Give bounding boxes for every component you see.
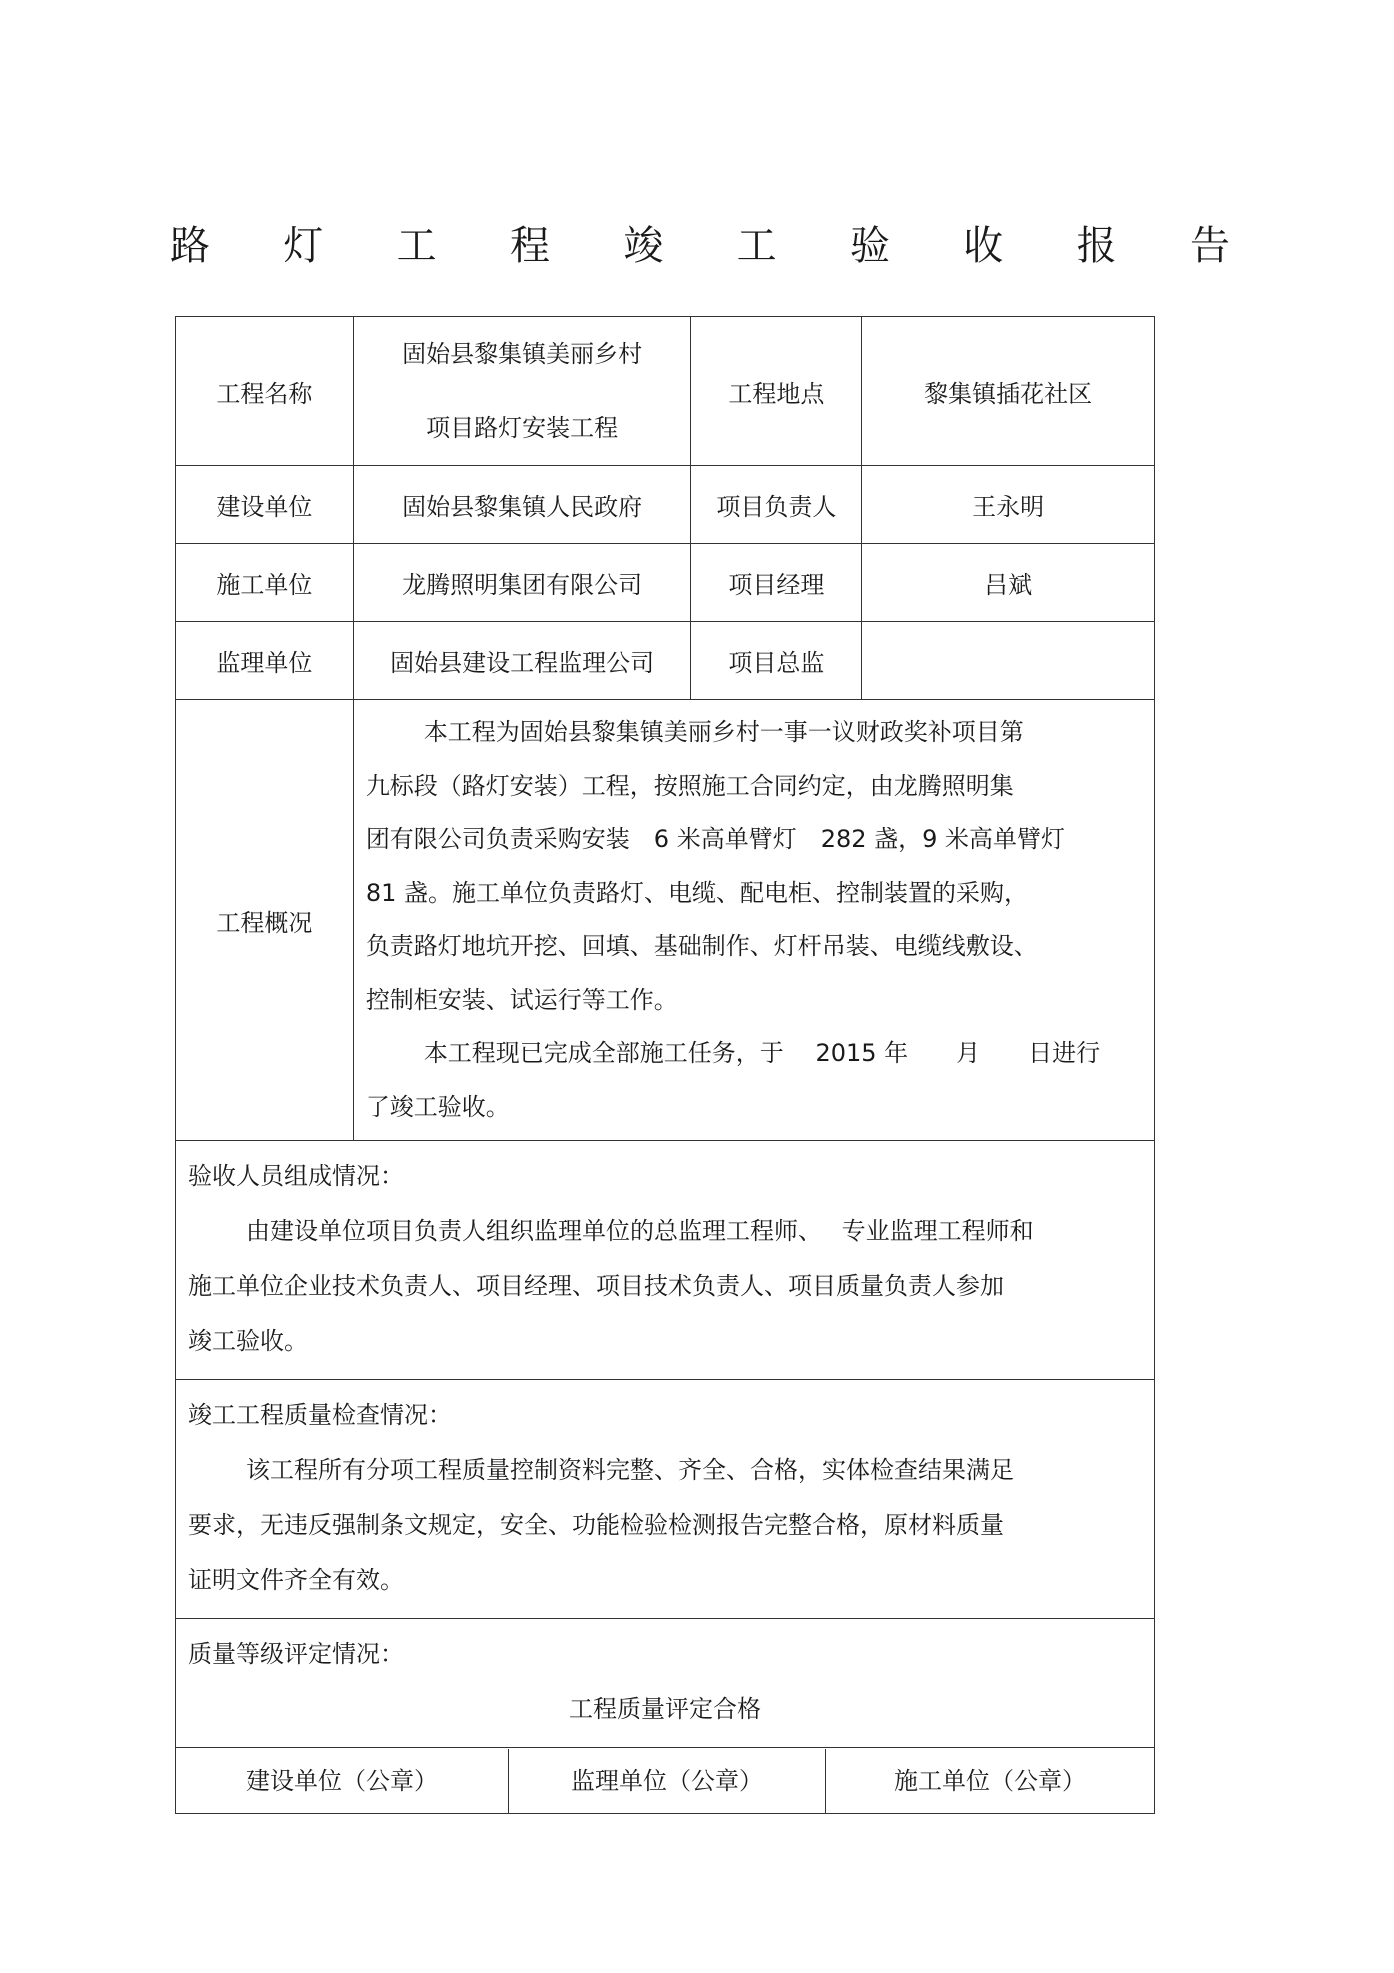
title-char: 报: [1076, 223, 1117, 269]
row-contractor: [176, 544, 1155, 622]
project-name-value: [353, 317, 691, 466]
overview-line: 控制柜安装、试运行等工作。: [365, 985, 678, 1014]
project-name-line2: 项目路灯安装工程: [426, 414, 619, 442]
quality-check-line: 要求，无违反强制条文规定，安全、功能检验检测报告完整合格，原材料质量: [188, 1511, 1004, 1539]
personnel-line: 由建设单位项目负责人组织监理单位的总监理工程师、 专业监理工程师和: [246, 1217, 1034, 1245]
overview-line: 九标段（路灯安装）工程，按照施工合同约定，由龙腾照明集: [365, 771, 1014, 800]
quality-check-section: [176, 1380, 1155, 1619]
personnel-section: [176, 1141, 1155, 1380]
row-seals: [176, 1748, 1155, 1814]
supervisor-value: 固始县建设工程监理公司: [353, 622, 691, 700]
title-char: 告: [1189, 223, 1230, 269]
quality-check-line: 该工程所有分项工程质量控制资料完整、齐全、合格，实体检查结果满足: [246, 1456, 1014, 1484]
project-name-line1: 固始县黎集镇美丽乡村: [402, 340, 643, 368]
title-char: 程: [509, 223, 550, 269]
manager-value: 吕斌: [862, 544, 1155, 622]
quality-check-line: 证明文件齐全有效。: [188, 1566, 404, 1594]
quality-check-heading: 竣工工程质量检查情况：: [188, 1401, 452, 1429]
row-supervisor: [176, 622, 1155, 700]
title-char: 灯: [283, 223, 324, 269]
overview-line: 本工程现已完成全部施工任务，于 2015 年 月 日进行: [423, 1039, 1101, 1067]
chief-supervisor-value: [862, 622, 1155, 700]
report-table: [175, 316, 1155, 1814]
overview-line: 团有限公司负责采购安装 6 米高单臂灯 282 盏，9 米高单臂灯: [365, 825, 1066, 853]
project-name-label: 工程名称: [176, 317, 354, 466]
supervisor-seal: 监理单位（公章）: [509, 1749, 826, 1813]
location-value: 黎集镇插花社区: [862, 317, 1155, 466]
row-overview: [176, 700, 1155, 1141]
builder-label: 建设单位: [176, 466, 354, 544]
personnel-heading: 验收人员组成情况：: [188, 1162, 404, 1190]
seals-section: [176, 1748, 1155, 1814]
title-char: 收: [963, 223, 1004, 269]
overview-line: 81 盏。施工单位负责路灯、电缆、配电柜、控制装置的采购，: [365, 878, 1028, 907]
personnel-line: 施工单位企业技术负责人、项目经理、项目技术负责人、项目质量负责人参加: [188, 1272, 1004, 1300]
contractor-seal: 施工单位（公章）: [894, 1766, 1086, 1795]
title-char: 竣: [623, 223, 664, 269]
grade-section: [176, 1619, 1155, 1748]
manager-label: 项目经理: [691, 544, 862, 622]
overview-line: 本工程为固始县黎集镇美丽乡村一事一议财政奖补项目第: [423, 718, 1024, 746]
grade-heading: 质量等级评定情况：: [188, 1640, 404, 1668]
contractor-value: 龙腾照明集团有限公司: [353, 544, 691, 622]
supervisor-label: 监理单位: [176, 622, 354, 700]
title-char: 验: [849, 223, 890, 269]
location-label: 工程地点: [691, 317, 862, 466]
row-personnel: [176, 1141, 1155, 1380]
pm-owner-value: 王永明: [862, 466, 1155, 544]
row-grade: [176, 1619, 1155, 1748]
builder-seal: 建设单位（公章）: [176, 1749, 509, 1813]
contractor-label: 施工单位: [176, 544, 354, 622]
grade-result: 工程质量评定合格: [569, 1695, 761, 1723]
title-char: 工: [736, 223, 777, 269]
personnel-line: 竣工验收。: [188, 1327, 308, 1355]
title-char: 路: [170, 223, 210, 269]
overview-line: 负责路灯地坑开挖、回填、基础制作、灯杆吊装、电缆线敷设、: [365, 932, 1038, 960]
overview-line: 了竣工验收。: [365, 1092, 510, 1121]
row-builder: [176, 466, 1155, 544]
row-project-name: [176, 317, 1155, 466]
row-quality-check: [176, 1380, 1155, 1619]
chief-supervisor-label: 项目总监: [691, 622, 862, 700]
document-title: [170, 218, 1230, 274]
title-char: 工: [396, 223, 437, 269]
builder-value: 固始县黎集镇人民政府: [353, 466, 691, 544]
overview-text: [353, 700, 1154, 1141]
overview-label: 工程概况: [176, 700, 354, 1141]
pm-owner-label: 项目负责人: [691, 466, 862, 544]
